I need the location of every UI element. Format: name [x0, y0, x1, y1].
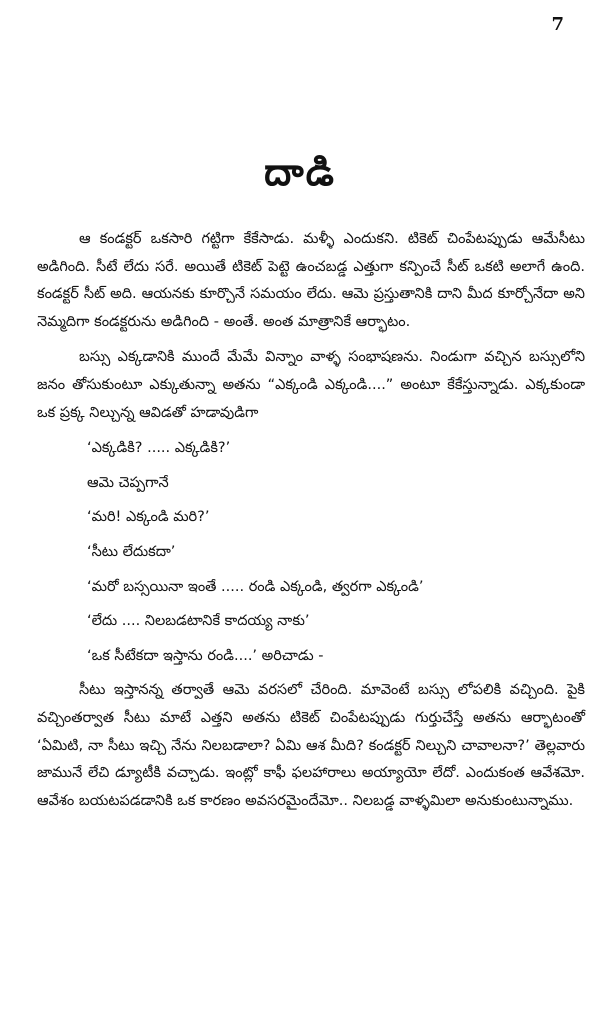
- dialogue-line-7: ‘ఒక సీటేకదా ఇస్తాను రండి....’ అరిచాడు -: [87, 647, 324, 664]
- story-body: [37, 226, 585, 823]
- dialogue-line-5: ‘మరో బస్సయినా ఇంతే ..... రండి ఎక్కండి, త్వరగా ఎక్కండి’: [87, 578, 424, 595]
- chapter-title: దాడి: [264, 150, 336, 194]
- paragraph-2: బస్సు ఎక్కడానికి ముందే మేమే విన్నాం వాళ్ళ సంభాషణను. నిండుగా వచ్చిన బస్సులోని జనం తోసుకుంటూ ఎక్కుతున్నా అతను “ఎక్కండి ఎక్కండి....” అంటూ కేకేస్తున్నాడు. ఎక్కకుండా ఒక ప్రక్క నిల్చున్న ఆవిడతో హడావుడిగా: [37, 349, 585, 421]
- dialogue-line-2: ఆమె చెప్పగానే: [87, 474, 169, 491]
- dialogue-line-4: ‘సీటు లేదుకదా’: [87, 543, 176, 560]
- paragraph-1: ఆ కండక్టర్ ఒకసారి గట్టిగా కేకేసాడు. మళ్ళీ ఎందుకని. టికెట్ చింపేటప్పుడు ఆమేసీటు అడిగింది. సీటే లేదు సరే. అయితే టికెట్ పెట్టె ఉంచబడ్డ ఎత్తుగా కన్పించే సీట్ ఒకటి అలాగే ఉంది. కండక్టర్ సీట్ అది. ఆయనకు కూర్చొనే సమయం లేదు. ఆమె ప్రస్తుతానికి దాని మీద కూర్చోనేదా అని నెమ్మదిగా కండక్టరును అడిగింది - అంతే. అంత మాత్రానికే ఆర్భాటం.: [37, 231, 585, 330]
- page-number: 7: [551, 14, 564, 35]
- paragraph-3: సీటు ఇస్తానన్న తర్వాతే ఆమె వరసలో చేరింది. మావెంటే బస్సు లోపలికి వచ్చింది. పైకి వచ్చింతర్వాత సీటు మాటే ఎత్తని అతను టికెట్ చింపేటప్పుడు గుర్తుచేస్తే అతను ఆర్భాటంతో ‘ఏమిటి, నా సీటు ఇచ్చి నేను నిలబడాలా? ఏమి ఆశ మీది? కండక్టర్ నిల్చుని చావాలనా?’ తెల్లవారు జామునే లేచి డ్యూటీకి వచ్చాడు. ఇంట్లో కాఫీ ఫలహారాలు అయ్యాయో లేదో. ఎందుకంత ఆవేశమో. ఆవేశం బయటపడడానికి ఒక కారణం అవసరమైందేమో.. నిలబడ్డ వాళ్ళమిలా అనుకుంటున్నాము.: [37, 682, 585, 809]
- dialogue-line-1: ‘ఎక్కడికి? ..... ఎక్కడికి?’: [87, 440, 231, 457]
- dialogue-line-6: ‘లేదు .... నిలబడటానికే కాదయ్య నాకు’: [87, 613, 310, 630]
- dialogue-line-3: ‘మరి! ఎక్కండి మరి?’: [87, 509, 210, 526]
